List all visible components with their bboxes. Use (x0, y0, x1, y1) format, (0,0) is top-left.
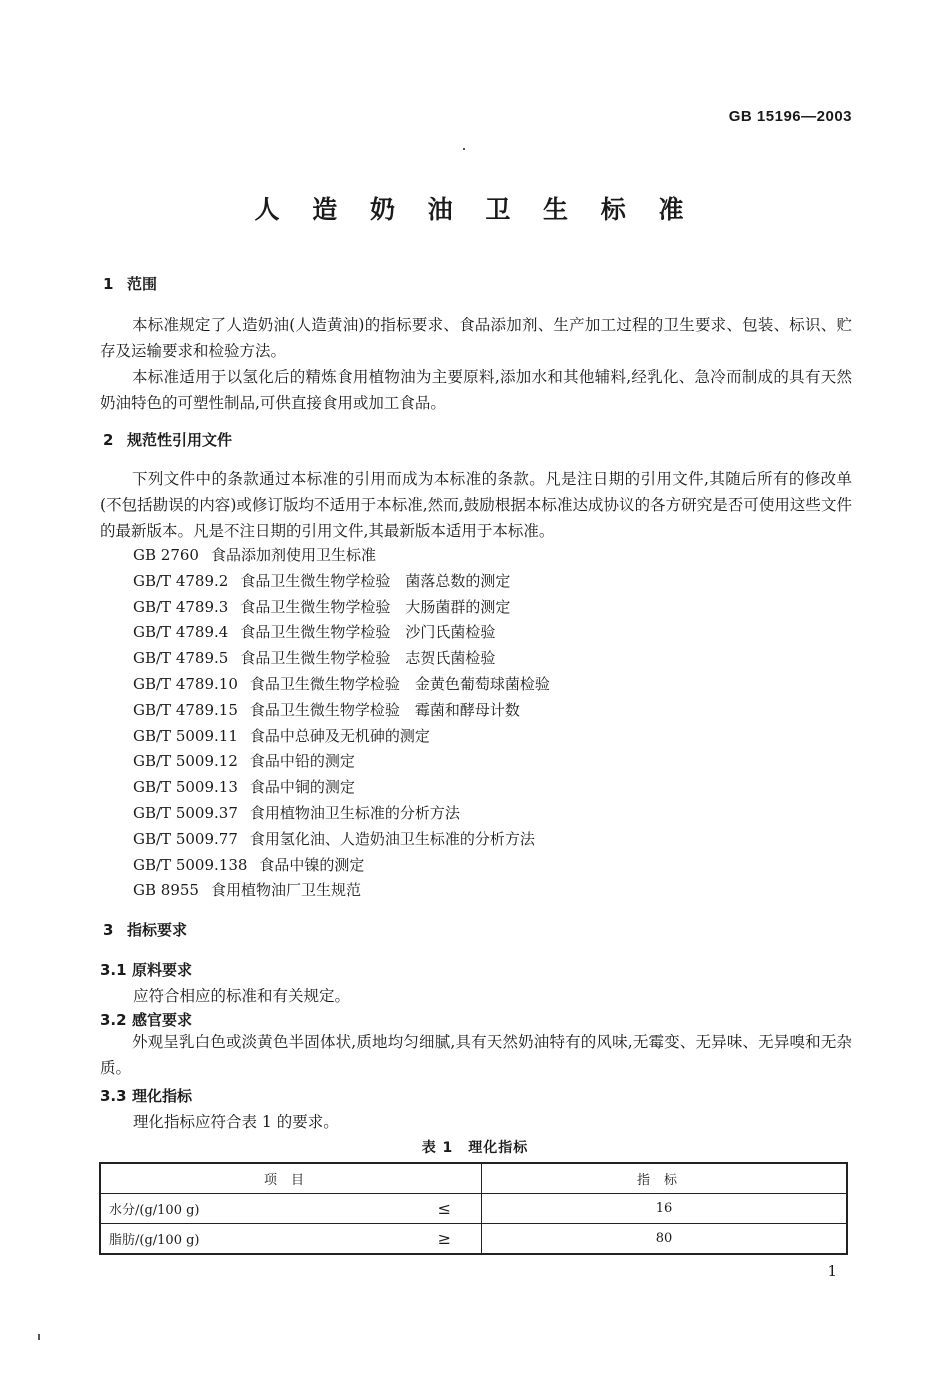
section-3-heading (103, 919, 187, 940)
physicochemical-table (99, 1162, 848, 1255)
reference-code: GB/T 4789.3 (133, 597, 229, 616)
reference-item (133, 543, 550, 569)
reference-item (133, 595, 550, 621)
table-row (100, 1224, 847, 1255)
table-cell-value: 16 (482, 1194, 848, 1224)
reference-code: GB/T 5009.37 (133, 803, 238, 822)
item-label: 水分/(g/100 g) (109, 1203, 200, 1218)
subsection-3-2-text: 外观呈乳白色或淡黄色半固体状,质地均匀细腻,具有天然奶油特有的风味,无霉变、无异味、无异嗅和无杂质。 (100, 1033, 852, 1077)
section-number: 2 (103, 431, 114, 449)
subsection-3-3-text: 理化指标应符合表 1 的要求。 (133, 1113, 339, 1131)
reference-title: 食用植物油卫生标准的分析方法 (249, 803, 460, 822)
reference-code: GB/T 5009.13 (133, 778, 238, 797)
reference-code: GB 2760 (133, 546, 199, 564)
section-1-paragraph-2: 本标准适用于以氢化后的精炼食用植物油为主要原料,添加水和其他辅料,经乳化、急冷而制成的具有天然奶油特色的可塑性制品,可供直接食用或加工食品。 (100, 368, 852, 412)
reference-item (133, 853, 550, 879)
section-number: 3 (103, 921, 114, 939)
section-title: 规范性引用文件 (127, 431, 233, 449)
reference-title: 食品卫生微生物学检验 大肠菌群的测定 (240, 597, 511, 616)
reference-item (133, 749, 550, 775)
reference-item (133, 878, 550, 904)
table-cell-item (100, 1194, 482, 1224)
reference-title: 食品添加剂使用卫生标准 (210, 546, 376, 564)
section-2-heading (103, 429, 232, 450)
comparison-symbol: ≤ (437, 1199, 451, 1218)
table-header-value: 指标 (482, 1163, 848, 1194)
reference-code: GB/T 5009.11 (133, 726, 238, 745)
section-1-paragraph-1: 本标准规定了人造奶油(人造黄油)的指标要求、食品添加剂、生产加工过程的卫生要求、包装、标识、贮存及运输要求和检验方法。 (100, 316, 852, 360)
subsection-number: 3.3 (100, 1087, 127, 1105)
section-1-heading (103, 273, 157, 294)
reference-code: GB/T 4789.2 (133, 571, 229, 590)
reference-item (133, 775, 550, 801)
section-number: 1 (103, 275, 114, 293)
table-header-item: 项目 (100, 1163, 482, 1194)
subsection-number: 3.1 (100, 961, 127, 979)
item-label: 脂肪/(g/100 g) (109, 1233, 200, 1248)
subsection-title: 感官要求 (132, 1011, 193, 1029)
reference-title: 食用植物油厂卫生规范 (210, 881, 361, 900)
normative-references-list (133, 543, 550, 904)
reference-title: 食品卫生微生物学检验 志贺氏菌检验 (240, 649, 496, 668)
reference-item (133, 620, 550, 646)
table-row (100, 1194, 847, 1224)
reference-title: 食品中铜的测定 (249, 778, 355, 797)
reference-item (133, 569, 550, 595)
reference-item (133, 724, 550, 750)
reference-code: GB/T 4789.10 (133, 674, 238, 693)
reference-item (133, 801, 550, 827)
page-number: 1 (827, 1262, 837, 1280)
reference-title: 食品卫生微生物学检验 沙门氏菌检验 (240, 623, 496, 642)
section-title: 范围 (127, 275, 158, 293)
reference-item (133, 672, 550, 698)
table-header-row (100, 1163, 847, 1194)
scan-speck (38, 1334, 40, 1340)
reference-code: GB/T 4789.15 (133, 700, 238, 719)
reference-code: GB/T 4789.5 (133, 649, 229, 668)
reference-title: 食用氢化油、人造奶油卫生标准的分析方法 (249, 829, 535, 848)
reference-item (133, 698, 550, 724)
subsection-3-1-text: 应符合相应的标准和有关规定。 (133, 987, 351, 1005)
reference-code: GB/T 5009.12 (133, 752, 238, 771)
table-cell-item (100, 1224, 482, 1255)
reference-code: GB/T 4789.4 (133, 623, 229, 642)
reference-code: GB/T 5009.77 (133, 829, 238, 848)
reference-title: 食品中总砷及无机砷的测定 (249, 726, 430, 745)
subsection-number: 3.2 (100, 1011, 127, 1029)
reference-title: 食品卫生微生物学检验 霉菌和酵母计数 (249, 700, 520, 719)
subsection-3-2-heading (100, 1009, 192, 1030)
reference-title: 食品卫生微生物学检验 金黄色葡萄球菌检验 (249, 674, 550, 693)
table-caption: 表 1 理化指标 (421, 1140, 529, 1156)
section-2-paragraph: 下列文件中的条款通过本标准的引用而成为本标准的条款。凡是注日期的引用文件,其随后所有的修改单(不包括勘误的内容)或修订版均不适用于本标准,然而,鼓励根据本标准达成协议的各方研究是否可使用这些文件的最新版本。凡是不注日期的引用文件,其最新版本适用于本标准。 (100, 470, 852, 540)
subsection-3-3-heading (100, 1085, 192, 1106)
reference-item (133, 827, 550, 853)
reference-title: 食品卫生微生物学检验 菌落总数的测定 (240, 571, 511, 590)
document-title: 人 造 奶 油 卫 生 标 准 (254, 195, 696, 224)
reference-title: 食品中铅的测定 (249, 752, 355, 771)
reference-code: GB/T 5009.138 (133, 855, 248, 874)
subsection-title: 理化指标 (132, 1087, 193, 1105)
reference-title: 食品中镍的测定 (259, 855, 365, 874)
comparison-symbol: ≥ (437, 1229, 451, 1248)
table-cell-value: 80 (482, 1224, 848, 1255)
reference-item (133, 646, 550, 672)
scan-speck (463, 148, 465, 150)
reference-code: GB 8955 (133, 881, 199, 900)
section-title: 指标要求 (127, 921, 188, 939)
standard-code: GB 15196—2003 (728, 108, 852, 125)
subsection-3-1-heading (100, 959, 192, 980)
subsection-title: 原料要求 (132, 961, 193, 979)
